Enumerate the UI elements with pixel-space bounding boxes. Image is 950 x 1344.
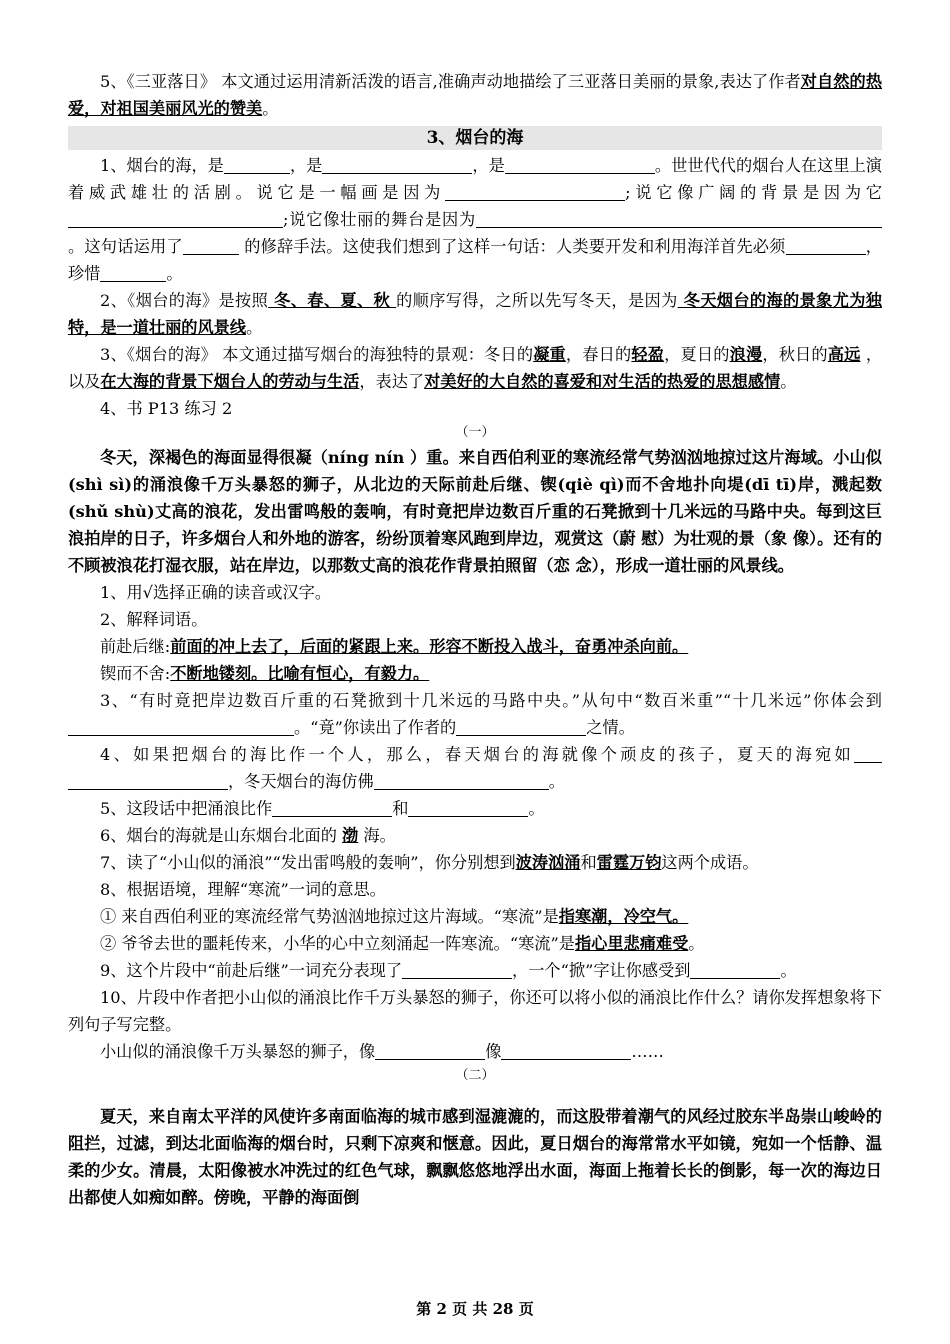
question-1: 1、烟台的海，是 ，是 ，是 。世世代代的烟台人在这里上演着威武雄壮的活剧。说它是一幅画是因为 ;说它像广阔的背景是因为它;说它像壮丽的舞台是因为。这句话运用了 的修辞手法。这使我们想到了这样一句话：人类要开发和利用海洋首先必须 ，珍惜 。: [68, 156, 883, 283]
part-label: （一）: [455, 425, 495, 440]
answer-blank[interactable]: [501, 1043, 631, 1060]
answer-blank[interactable]: [100, 265, 166, 282]
exercise-7: 7、读了“小山似的涌浪”“发出雷鸣般的轰响”，你分别想到波涛汹涌和雷霆万钧这两个成语。: [100, 853, 759, 872]
exercise-10-sentence: 小山似的涌浪像千万头暴怒的狮子，像 像 ……: [100, 1042, 664, 1061]
page-footer: 第 2 页 共 28 页: [416, 1300, 534, 1318]
question-2: 2、《烟台的海》是按照 冬、春、夏、秋 的顺序写得，之所以先写冬天，是因为 冬天烟台的海的景象尤为独特，是一道壮丽的风景线。: [68, 291, 882, 337]
answer-blank[interactable]: [854, 746, 882, 763]
exercise-9: 9、这个片段中“前赴后继”一词充分表现了 ，一个“掀”字让你感受到 。: [100, 961, 797, 980]
answer-blank[interactable]: [374, 773, 549, 790]
answer-blank[interactable]: [505, 157, 655, 174]
reading-passage-2: 夏天，来自南太平洋的风使许多南面临海的城市感到湿漉漉的，而这股带着潮气的风经过胶东半岛崇山峻岭的阻拦，过滤，到达北面临海的烟台时，只剩下凉爽和惬意。因此，夏日烟台的海常常水平如镜，宛如一个恬静、温柔的少女。清晨，太阳像被水冲洗过的红色气球，飘飘悠悠地浮出水面，海面上拖着长长的倒影，每一次的海边日出都使人如痴如醉。傍晚，平静的海面倒: [68, 1107, 882, 1207]
answer-blank[interactable]: [375, 1043, 485, 1060]
answer-blank[interactable]: [68, 773, 228, 790]
answer-text: 不断地镂刻。比喻有恒心，有毅力。: [170, 664, 430, 683]
exercise-2: 2、解释词语。: [100, 610, 208, 629]
answer-text: 指寒潮，冷空气。: [558, 907, 689, 926]
answer-blank[interactable]: [272, 800, 392, 817]
answer-blank[interactable]: [445, 184, 625, 201]
exercise-10: 10、片段中作者把小山似的涌浪比作千万头暴怒的狮子，你还可以将小似的涌浪比作什么？请你发挥想象将下列句子写完整。: [68, 988, 882, 1034]
section-title: 3、烟台的海: [68, 126, 882, 150]
answer-text: 对自然的热爱，对祖国美丽风光的赞美: [68, 72, 883, 118]
exercise-6: 6、烟台的海就是山东烟台北面的 渤 海。: [100, 826, 396, 845]
answer-blank[interactable]: [322, 157, 472, 174]
exercise-5: 5、这段话中把涌浪比作 和 。: [100, 799, 545, 818]
answer-text: 冬天烟台的海的景象尤为独特，是一道壮丽的风景线: [68, 291, 882, 337]
answer-blank[interactable]: [690, 962, 720, 979]
exercise-4: 4、如果把烟台的海比作一个人，那么，春天烟台的海就像个顽皮的孩子，夏天的海宛如，冬天烟台的海仿佛 。: [68, 741, 882, 795]
answer-blank[interactable]: [402, 962, 512, 979]
answer-blank[interactable]: [68, 719, 294, 736]
exercise-8a: ① 来自西伯利亚的寒流经常气势汹汹地掠过这片海域。“寒流”是指寒潮，冷空气。: [100, 907, 689, 926]
document-page: [68, 68, 882, 1211]
answer-blank[interactable]: [456, 719, 586, 736]
answer-blank[interactable]: [476, 211, 816, 228]
answer-blank[interactable]: [816, 211, 882, 228]
answer-text: 冬、春、夏、秋: [268, 291, 397, 310]
question-3: 3、《烟台的海》 本文通过描写烟台的海独特的景观：冬日的凝重，春日的轻盈，夏日的浪漫，秋日的高远 ，以及在大海的背景下烟台人的劳动与生活，表达了对美好的大自然的喜爱和对生活的热爱的思想感情。: [68, 345, 883, 391]
reading-passage-1: 冬天，深褐色的海面显得很凝（níng nín ）重。来自西伯利亚的寒流经常气势汹汹地掠过这片海域。小山似(shì sì)的涌浪像千万头暴怒的狮子，从北边的天际前赴后继、锲(qiè qì)而不舍地扑向堤(dī tī)岸，溅起数(shǔ shù)丈高的浪花，发出雷鸣般的轰响，有时竟把岸边数百斤重的石凳掀到十几米远的马路中央。每到这巨浪拍岸的日子，许多烟台人和外地的游客，纷纷顶着寒风跑到岸边，观赏这（蔚 慰）为壮观的景（象 像）。还有的不顾被浪花打湿衣服，站在岸边，以那数丈高的浪花作背景拍照留（恋 念），形成一道壮丽的风景线。: [68, 448, 882, 575]
answer-blank[interactable]: [786, 238, 866, 255]
exercise-3: 3、“有时竟把岸边数百斤重的石凳掀到十几米远的马路中央。”从句中“数百米重”“十几米远”你体会到。“竟”你读出了作者的 之情。: [68, 687, 882, 741]
answer-blank[interactable]: [224, 157, 290, 174]
answer-text: 前面的冲上去了，后面的紧跟上来。形容不断投入战斗，奋勇冲杀向前。: [170, 637, 689, 656]
part-label: （二）: [455, 1068, 495, 1083]
question-4: 4、书 P13 练习 2: [100, 399, 233, 418]
exercise-2b: 锲而不舍:不断地镂刻。比喻有恒心，有毅力。: [100, 664, 430, 683]
answer-text: 指心里悲痛难受: [574, 934, 689, 953]
item-5-paragraph: 5、《三亚落日》 本文通过运用清新活泼的语言,准确声动地描绘了三亚落日美丽的景象,表达了作者对自然的热爱，对祖国美丽风光的赞美。: [68, 72, 883, 118]
answer-blank[interactable]: [183, 238, 239, 255]
exercise-2a: 前赴后继:前面的冲上去了，后面的紧跟上来。形容不断投入战斗，奋勇冲杀向前。: [100, 637, 689, 656]
exercise-1: 1、用√选择正确的读音或汉字。: [100, 583, 332, 602]
exercise-8b: ② 爷爷去世的噩耗传来，小华的心中立刻涌起一阵寒流。“寒流”是指心里悲痛难受。: [100, 934, 705, 953]
answer-blank[interactable]: [408, 800, 528, 817]
answer-blank[interactable]: [68, 211, 283, 228]
exercise-8: 8、根据语境，理解“寒流”一词的意思。: [100, 880, 386, 899]
answer-blank[interactable]: [720, 962, 780, 979]
